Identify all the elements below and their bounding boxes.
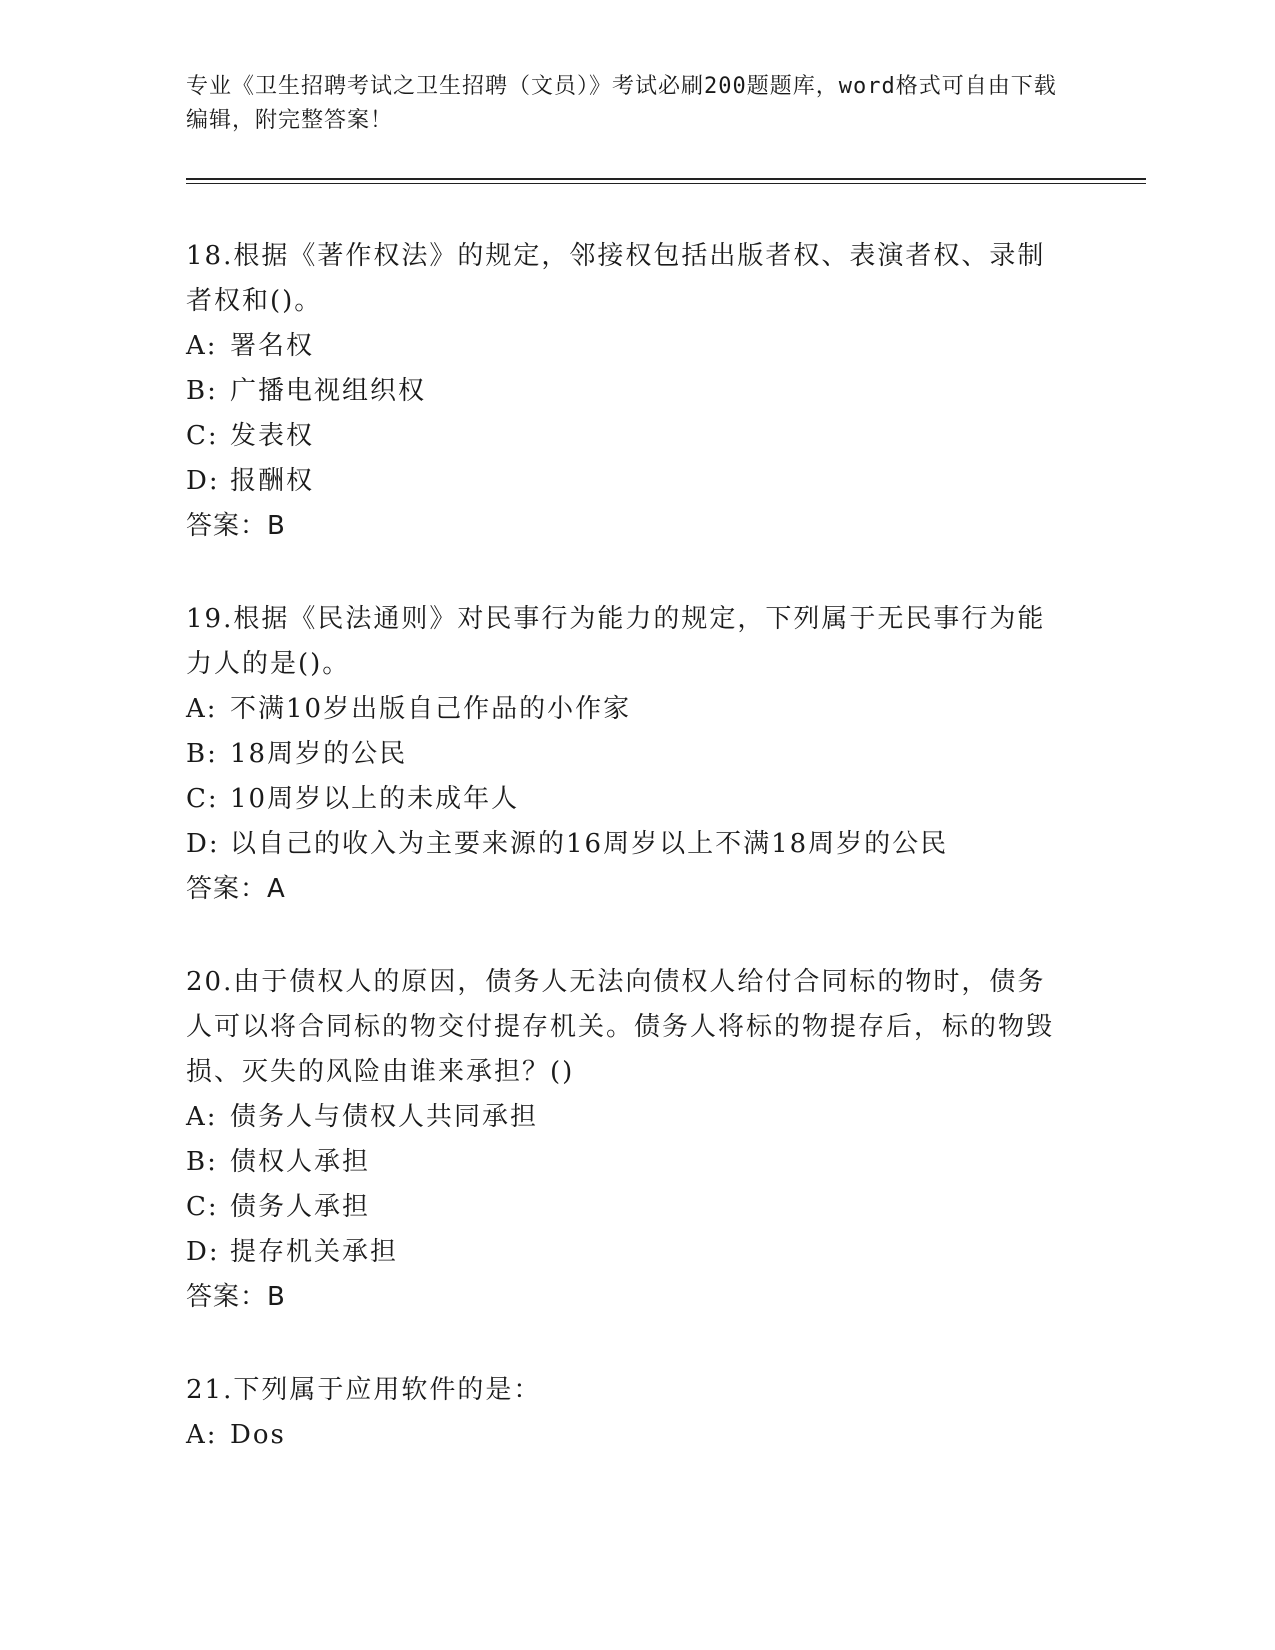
question-number: 19. — [186, 604, 234, 634]
question-text: 根据《民法通则》对民事行为能力的规定，下列属于无民事行为能力人的是()。 — [186, 604, 1046, 679]
option-letter: C: — [186, 421, 219, 451]
question-21 — [186, 1368, 1066, 1458]
question-stem — [186, 234, 1066, 324]
option-text: Dos — [230, 1420, 286, 1450]
option-letter: C: — [186, 784, 219, 814]
answer-line: 答案：A — [186, 874, 286, 904]
option-letter: C: — [186, 1192, 219, 1222]
question-text: 根据《著作权法》的规定，邻接权包括出版者权、表演者权、录制者权和()。 — [186, 241, 1046, 316]
question-text: 由于债权人的原因，债务人无法向债权人给付合同标的物时，债务人可以将合同标的物交付提存机关。债务人将标的物提存后，标的物毁损、灭失的风险由谁来承担？() — [186, 967, 1055, 1087]
option-b — [186, 1140, 1066, 1185]
header-rule-thin — [186, 183, 1146, 184]
option-letter: A: — [186, 1420, 218, 1450]
option-text: 署名权 — [230, 331, 315, 361]
question-number: 20. — [186, 967, 234, 997]
option-b — [186, 732, 1066, 777]
option-text: 发表权 — [230, 421, 315, 451]
question-stem — [186, 960, 1066, 1095]
question-19 — [186, 597, 1066, 912]
question-18 — [186, 234, 1066, 549]
option-text: 债务人与债权人共同承担 — [230, 1102, 539, 1132]
option-a — [186, 1413, 1066, 1458]
question-text: 下列属于应用软件的是： — [233, 1375, 542, 1405]
question-stem — [186, 1368, 1066, 1413]
option-text: 18周岁的公民 — [230, 739, 408, 769]
answer-line: 答案：B — [186, 511, 286, 541]
option-a — [186, 687, 1066, 732]
option-a — [186, 324, 1066, 369]
option-letter: A: — [186, 694, 218, 724]
option-letter: A: — [186, 331, 218, 361]
option-letter: A: — [186, 1102, 218, 1132]
option-letter: B: — [186, 376, 218, 406]
question-number: 18. — [186, 241, 234, 271]
option-text: 债务人承担 — [230, 1192, 371, 1222]
option-text: 10周岁以上的未成年人 — [230, 784, 520, 814]
question-stem — [186, 597, 1066, 687]
option-letter: D: — [186, 829, 220, 859]
option-c — [186, 777, 1066, 822]
answer-line: 答案：B — [186, 1282, 286, 1312]
option-text: 广播电视组织权 — [230, 376, 427, 406]
option-text: 债权人承担 — [230, 1147, 371, 1177]
option-text: 以自己的收入为主要来源的16周岁以上不满18周岁的公民 — [230, 829, 949, 859]
question-list — [186, 234, 1066, 1506]
option-text: 不满10岁出版自己作品的小作家 — [230, 694, 632, 724]
option-text: 提存机关承担 — [230, 1237, 399, 1267]
option-b — [186, 369, 1066, 414]
option-d — [186, 459, 1066, 504]
document-header: 专业《卫生招聘考试之卫生招聘（文员）》考试必刷200题题库，word格式可自由下载编辑，附完整答案！ — [186, 74, 1057, 133]
option-letter: D: — [186, 1237, 220, 1267]
header-rule-thick — [186, 178, 1146, 180]
option-letter: B: — [186, 739, 218, 769]
option-d — [186, 1230, 1066, 1275]
option-text: 报酬权 — [230, 466, 315, 496]
question-number: 21. — [186, 1375, 234, 1405]
question-20 — [186, 960, 1066, 1320]
option-c — [186, 414, 1066, 459]
option-letter: D: — [186, 466, 220, 496]
option-a — [186, 1095, 1066, 1140]
option-d — [186, 822, 1066, 867]
option-letter: B: — [186, 1147, 218, 1177]
option-c — [186, 1185, 1066, 1230]
